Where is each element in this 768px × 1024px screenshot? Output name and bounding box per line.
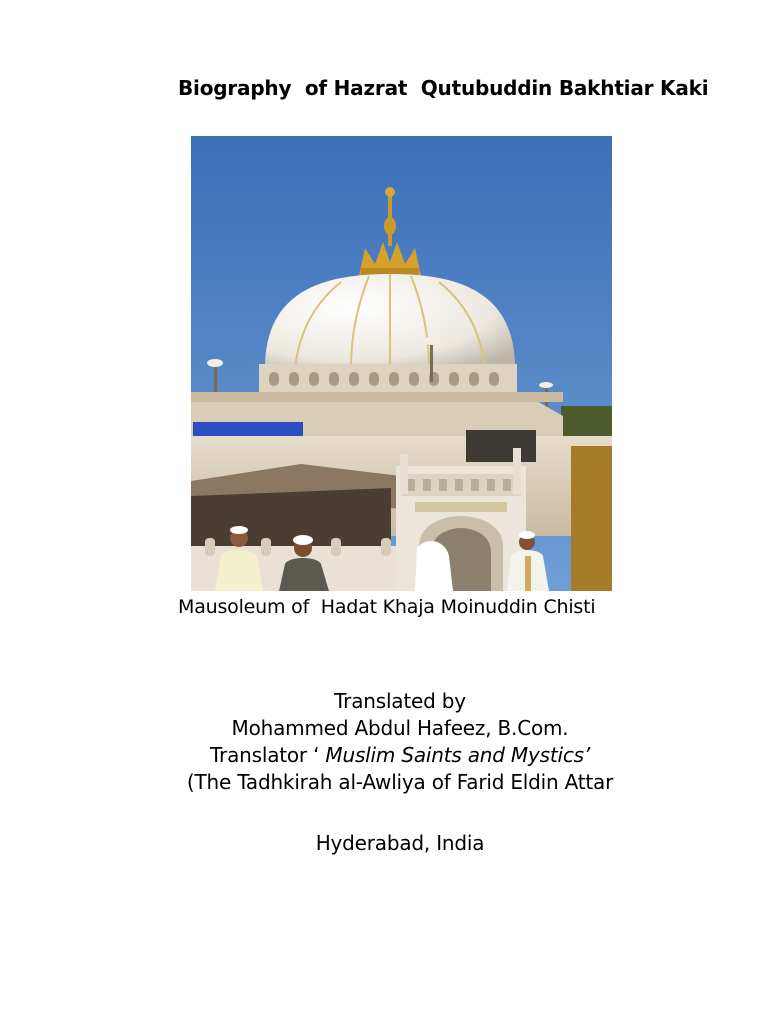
translator-prefix: Translator ‘ bbox=[209, 743, 326, 767]
translator-name: Mohammed Abdul Hafeez, B.Com. bbox=[231, 716, 569, 740]
work-title: Muslim Saints and Mystics’ bbox=[325, 743, 590, 767]
mausoleum-photo bbox=[191, 136, 612, 591]
work-source: (The Tadhkirah al-Awliya of Farid Eldin Attar bbox=[186, 770, 614, 794]
location: Hyderabad, India bbox=[315, 831, 485, 855]
translation-credits bbox=[0, 688, 768, 796]
mausoleum-illustration bbox=[191, 136, 612, 591]
translator-work-line bbox=[0, 742, 768, 769]
document-title: Biography of Hazrat Qutubuddin Bakhtiar Kaki bbox=[178, 76, 709, 100]
photo-caption: Mausoleum of Hadat Khaja Moinuddin Chisti bbox=[178, 596, 596, 618]
translated-by-label: Translated by bbox=[334, 689, 466, 713]
